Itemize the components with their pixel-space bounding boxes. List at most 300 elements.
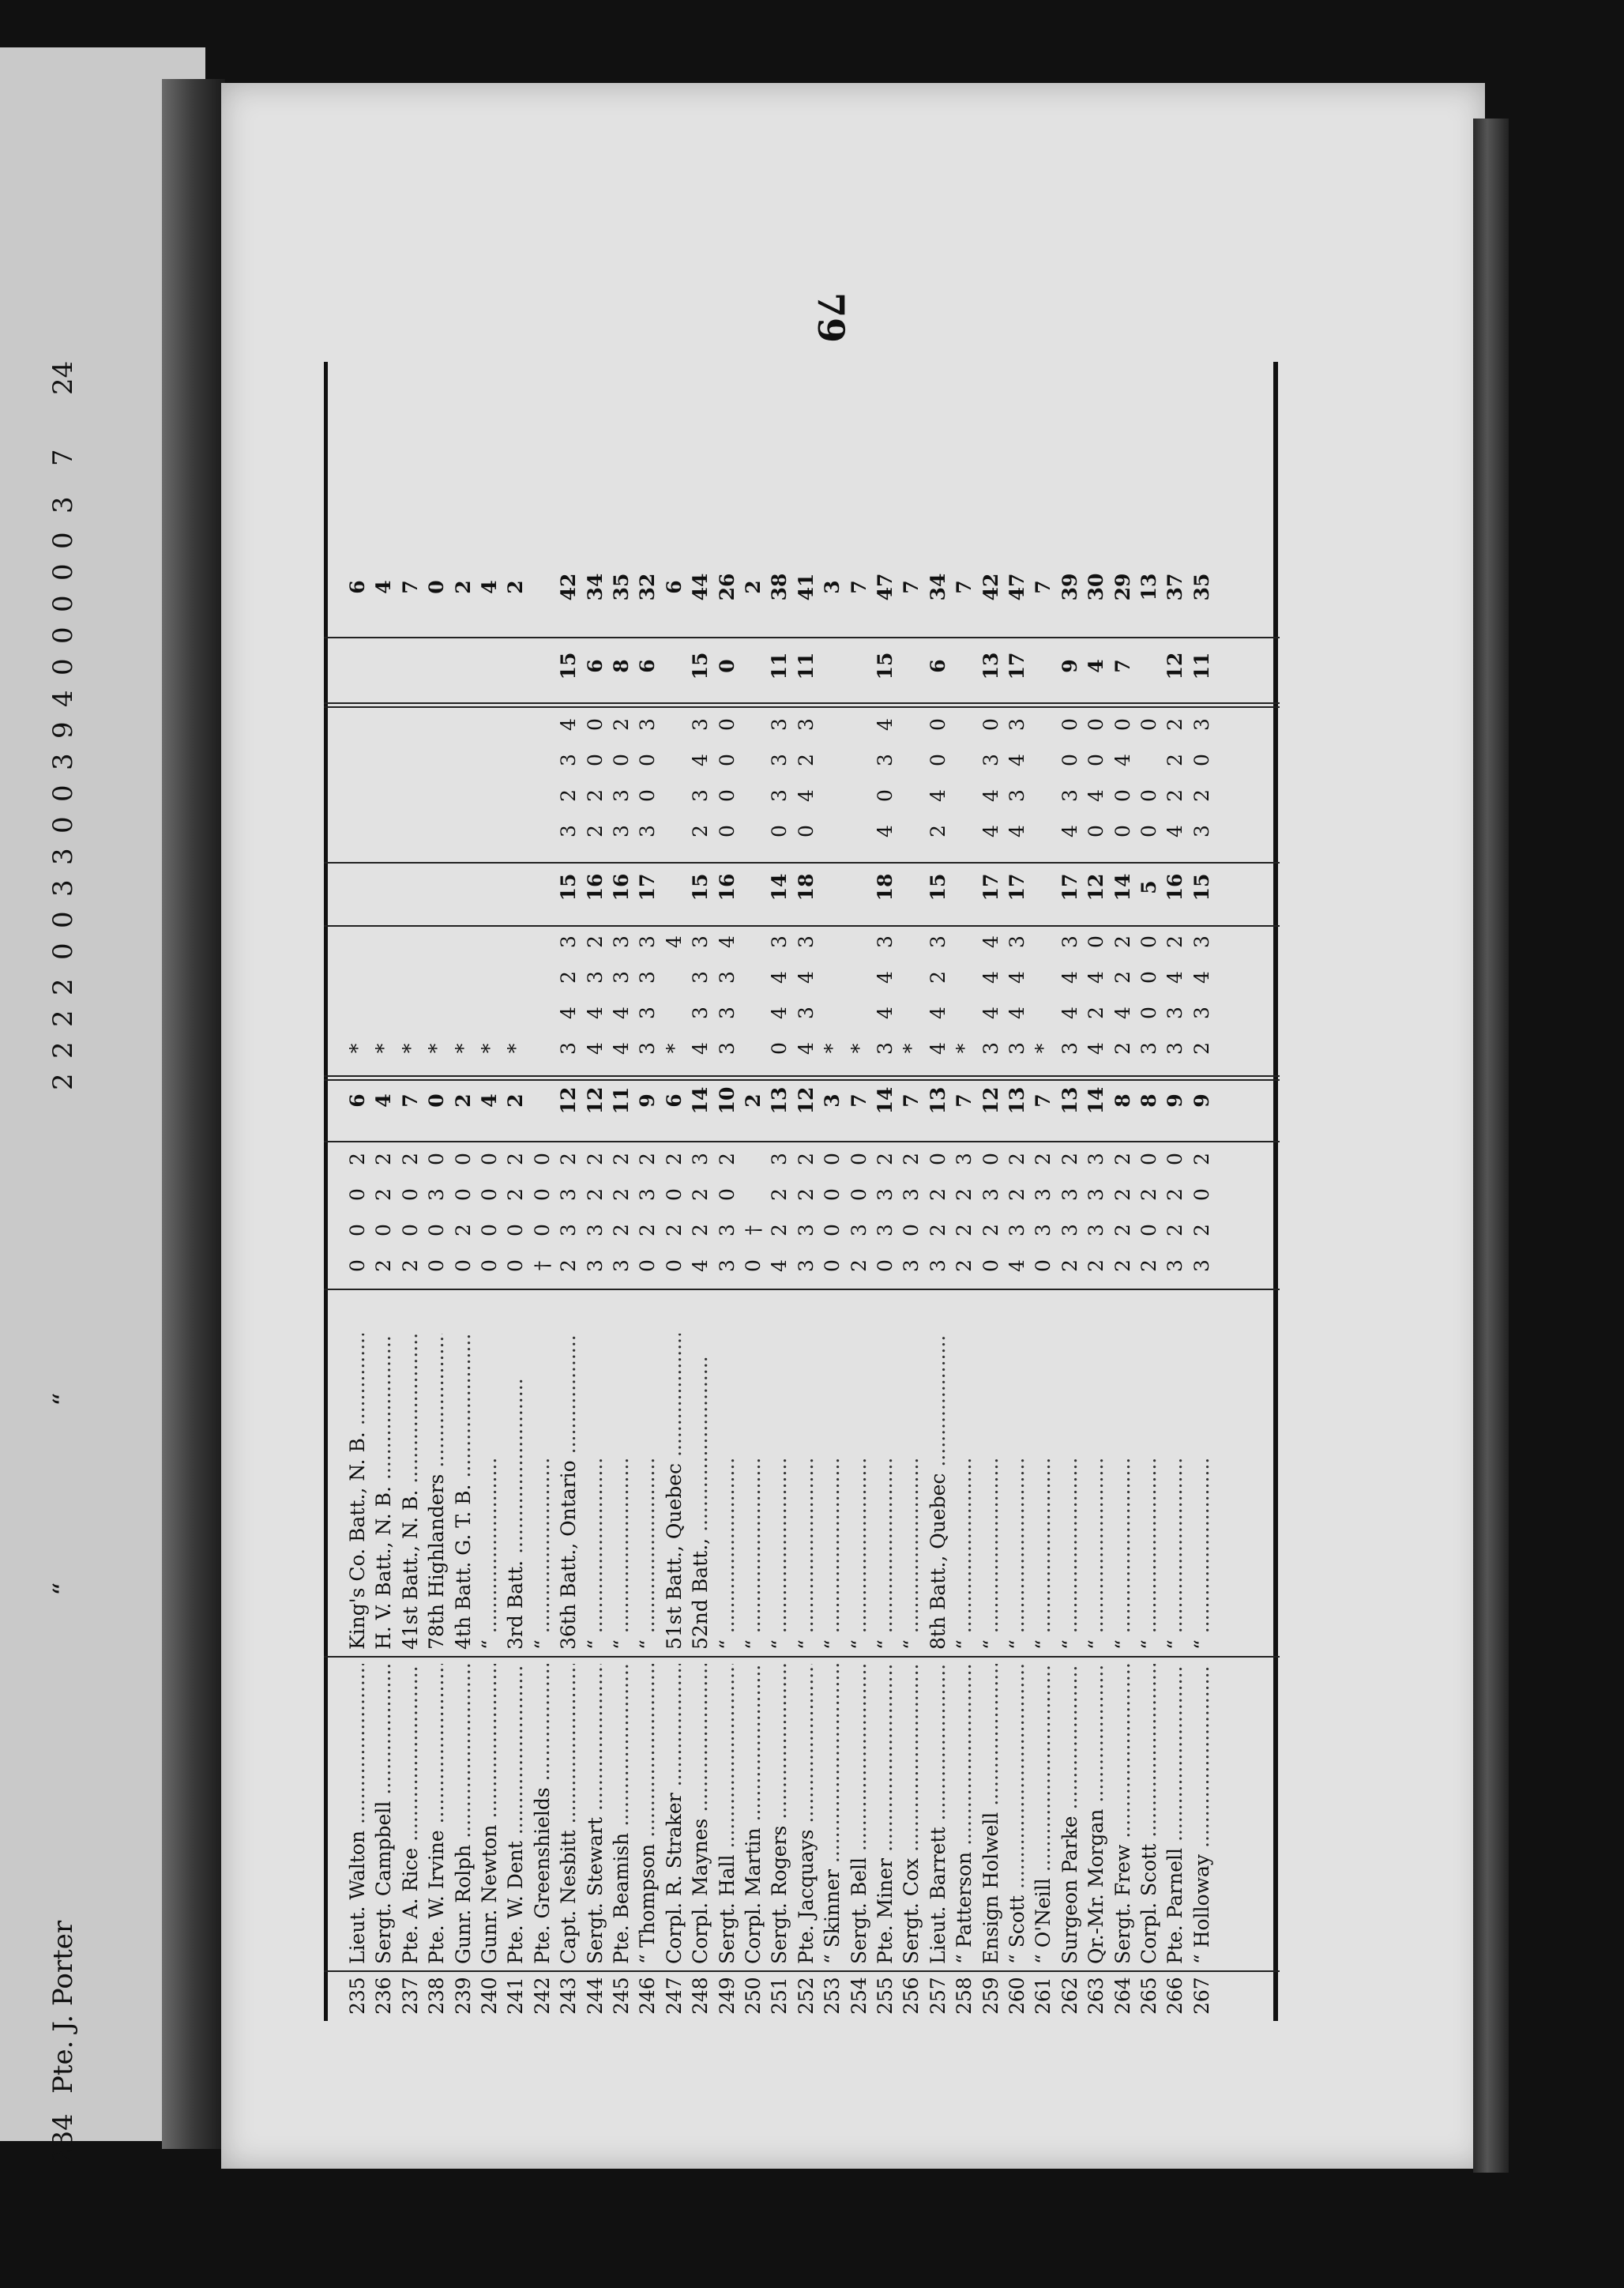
score-cell: 3: [636, 935, 660, 948]
grand-total-cell: 7: [1032, 580, 1055, 594]
score-cell: 2: [1111, 1153, 1134, 1165]
row-number: 264: [1111, 1977, 1134, 2015]
row-number: 255: [874, 1977, 897, 2015]
score-cell: 3: [1058, 1188, 1081, 1201]
subtotal-cell: 16: [610, 873, 633, 901]
corps-name: “ .....: [874, 1334, 897, 1650]
table-row: [1111, 362, 1135, 2021]
competitor-name: Ensign Holwell .....: [979, 1664, 1003, 1964]
subtotal-cell: 6: [662, 1093, 686, 1108]
fragment-score: 0: [47, 911, 79, 928]
corps-name: H. V. Batt., N. B. .....: [372, 1334, 396, 1650]
score-cell: 0: [821, 1153, 844, 1165]
row-number: 248: [689, 1977, 712, 2015]
score-cell: 0: [1111, 789, 1134, 802]
score-cell: †: [530, 1260, 554, 1271]
score-cell: 4: [1006, 1259, 1028, 1272]
score-cell: 4: [583, 1042, 607, 1055]
grand-total-cell: 7: [900, 580, 923, 594]
score-cell: 4: [794, 789, 818, 802]
table-row: [1085, 362, 1108, 2021]
competitor-name: Gunr. Newton .....: [478, 1664, 502, 1964]
score-cell: 0: [1111, 825, 1134, 837]
score-cell: 2: [794, 1188, 818, 1201]
score-cell: 4: [689, 754, 712, 766]
score-cell: 3: [794, 1224, 818, 1236]
corps-name: “ .....: [1137, 1334, 1161, 1650]
score-cell: †: [742, 1225, 765, 1236]
corps-name: “ .....: [795, 1334, 818, 1650]
score-cell: 3: [953, 1153, 976, 1165]
subtotal-cell: 11: [610, 1086, 633, 1115]
subtotal-cell: 15: [557, 652, 581, 680]
score-cell: 0: [346, 1224, 369, 1236]
score-cell: 0: [1137, 1153, 1160, 1165]
competitor-name: “ O'Neill .....: [1032, 1664, 1055, 1964]
score-cell: 3: [768, 789, 791, 802]
score-cell: 4: [794, 1042, 818, 1055]
score-cell: 2: [398, 1259, 422, 1272]
score-cell: 0: [530, 1224, 554, 1236]
score-cell: 3: [1190, 718, 1213, 731]
row-number: 240: [478, 1977, 501, 2015]
corps-name: “ .....: [636, 1334, 660, 1650]
grand-total-cell: 35: [610, 573, 633, 601]
score-cell: 3: [926, 935, 949, 948]
fragment-score: 0: [47, 816, 79, 834]
score-cell: 0: [398, 1188, 422, 1201]
subtotal-cell: 2: [451, 1093, 475, 1108]
score-cell: 3: [1006, 789, 1028, 802]
score-cell: 0: [1085, 718, 1108, 731]
table-row: [372, 362, 396, 2021]
subtotal-cell: 4: [372, 1093, 396, 1108]
row-number: 237: [398, 1977, 422, 2015]
score-cell: *: [451, 1043, 475, 1054]
subtotal-cell: 6: [583, 659, 607, 673]
score-cell: 0: [847, 1153, 870, 1165]
subtotal-cell: 6: [926, 659, 949, 673]
score-cell: 3: [1032, 1188, 1055, 1201]
score-table: [324, 362, 1280, 2021]
score-cell: 3: [874, 754, 897, 766]
table-row: [1032, 362, 1055, 2021]
score-cell: 4: [768, 971, 791, 984]
fragment-score: 3: [47, 848, 79, 865]
score-cell: 3: [794, 935, 818, 948]
table-row: [663, 362, 686, 2021]
competitor-name: Pte. W. Irvine .....: [425, 1664, 449, 1964]
score-cell: 3: [636, 1042, 660, 1055]
score-cell: 2: [504, 1153, 528, 1165]
score-cell: 3: [1006, 935, 1028, 948]
score-cell: *: [504, 1043, 528, 1054]
score-cell: 2: [1190, 1153, 1213, 1165]
score-cell: 3: [610, 789, 633, 802]
score-cell: 3: [1058, 1042, 1081, 1055]
corps-name: 36th Batt., Ontario .....: [557, 1334, 581, 1650]
score-cell: 3: [794, 718, 818, 731]
corps-name: “ .....: [531, 1334, 554, 1650]
score-cell: 3: [715, 1007, 739, 1019]
score-cell: 2: [689, 825, 712, 837]
grand-total-cell: 30: [1085, 573, 1108, 601]
score-cell: 2: [926, 1188, 949, 1201]
score-cell: 2: [636, 1224, 660, 1236]
fragment-score: 2: [47, 1041, 79, 1059]
score-cell: 2: [1163, 1224, 1187, 1236]
competitor-name: Corpl. R. Straker .....: [663, 1664, 686, 1964]
subtotal-cell: 7: [1111, 659, 1134, 673]
score-cell: 4: [1085, 971, 1108, 984]
score-cell: 3: [874, 1224, 897, 1236]
row-number: 245: [610, 1977, 633, 2015]
score-cell: 0: [979, 1259, 1002, 1272]
row-number: 266: [1163, 1977, 1187, 2015]
score-cell: 3: [689, 789, 712, 802]
subtotal-cell: 5: [1137, 880, 1160, 894]
table-row: [452, 362, 476, 2021]
score-cell: 4: [1006, 825, 1028, 837]
corps-name: “ .....: [1032, 1334, 1055, 1650]
fragment-score: 0: [47, 943, 79, 960]
score-cell: 2: [926, 1224, 949, 1236]
subtotal-cell: 13: [979, 652, 1002, 680]
row-number: 244: [583, 1977, 607, 2015]
grand-total-cell: 2: [451, 580, 475, 594]
score-cell: 2: [1058, 1153, 1081, 1165]
table-row: [636, 362, 660, 2021]
fragment-score: 3: [47, 753, 79, 770]
grand-total-cell: 37: [1163, 573, 1187, 601]
score-cell: 0: [1190, 754, 1213, 766]
grand-total-cell: 39: [1058, 573, 1081, 601]
table-row: [689, 362, 712, 2021]
score-cell: *: [900, 1043, 923, 1054]
subtotal-cell: 16: [715, 873, 739, 901]
score-cell: 2: [451, 1224, 475, 1236]
row-number: 243: [557, 1977, 581, 2015]
score-cell: 0: [1058, 718, 1081, 731]
score-cell: 3: [557, 754, 581, 766]
table-row: [742, 362, 765, 2021]
subtotal-cell: 15: [689, 873, 712, 901]
table-row: [557, 362, 581, 2021]
table-row: [531, 362, 554, 2021]
grand-total-cell: 6: [346, 580, 369, 594]
table-row: [346, 362, 370, 2021]
score-cell: 0: [821, 1259, 844, 1272]
subtotal-cell: 2: [504, 1093, 528, 1108]
score-cell: 4: [1085, 789, 1108, 802]
score-cell: 2: [794, 1153, 818, 1165]
score-cell: 0: [478, 1259, 501, 1272]
score-cell: 0: [768, 1042, 791, 1055]
fragment-score: 0: [47, 532, 79, 549]
score-cell: 3: [689, 718, 712, 731]
competitor-name: Pte. Jacquays .....: [795, 1664, 818, 1964]
score-cell: 3: [1163, 1259, 1187, 1272]
score-cell: 4: [689, 1259, 712, 1272]
corps-name: “ .....: [953, 1334, 976, 1650]
corps-name: “ .....: [716, 1334, 739, 1650]
score-cell: 3: [689, 1153, 712, 1165]
score-cell: 2: [794, 754, 818, 766]
score-cell: 3: [1085, 1153, 1108, 1165]
subtotal-cell: 15: [557, 873, 581, 901]
score-cell: 2: [768, 1224, 791, 1236]
score-cell: 3: [557, 1224, 581, 1236]
grand-total-cell: 4: [372, 580, 396, 594]
row-number: 251: [768, 1977, 791, 2015]
score-cell: 2: [1163, 1188, 1187, 1201]
row-number: 239: [451, 1977, 475, 2015]
score-cell: 3: [610, 1259, 633, 1272]
grand-total-cell: 35: [1190, 573, 1213, 601]
score-cell: 3: [583, 1259, 607, 1272]
corps-name: “ .....: [478, 1334, 502, 1650]
score-cell: 0: [346, 1188, 369, 1201]
score-cell: 4: [979, 935, 1002, 948]
subtotal-cell: 14: [1085, 1086, 1108, 1115]
score-cell: *: [478, 1043, 501, 1054]
competitor-name: Pte. Miner .....: [874, 1664, 897, 1964]
fragment-row-number: 234: [47, 2113, 79, 2165]
score-cell: 0: [1137, 825, 1160, 837]
score-cell: 3: [636, 971, 660, 984]
score-cell: 0: [1085, 935, 1108, 948]
table-row: [979, 362, 1003, 2021]
grand-total-cell: 47: [874, 573, 897, 601]
score-cell: 2: [1111, 1042, 1134, 1055]
score-cell: 2: [953, 1259, 976, 1272]
subtotal-cell: 17: [1006, 652, 1028, 680]
subtotal-cell: 15: [689, 652, 712, 680]
score-cell: *: [821, 1043, 844, 1054]
corps-name: 8th Batt., Quebec .....: [927, 1334, 950, 1650]
score-cell: 2: [900, 1153, 923, 1165]
score-cell: 3: [1085, 1224, 1108, 1236]
grand-total-cell: 34: [926, 573, 949, 601]
subtotal-cell: 0: [425, 1093, 449, 1108]
subtotal-cell: 17: [636, 873, 660, 901]
fragment-score: 2: [47, 1010, 79, 1027]
score-cell: 0: [742, 1259, 765, 1272]
row-number: 260: [1006, 1977, 1028, 2015]
score-cell: 3: [610, 971, 633, 984]
competitor-name: Pte. Beamish .....: [610, 1664, 633, 1964]
table-row: [399, 362, 423, 2021]
grand-total-cell: 6: [662, 580, 686, 594]
score-cell: 2: [926, 971, 949, 984]
score-cell: 2: [398, 1153, 422, 1165]
score-cell: 0: [874, 1259, 897, 1272]
score-cell: 4: [874, 971, 897, 984]
score-cell: 0: [478, 1188, 501, 1201]
subtotal-cell: 8: [1111, 1093, 1134, 1108]
score-cell: 3: [979, 1188, 1002, 1201]
row-number: 241: [504, 1977, 528, 2015]
subtotal-cell: 17: [1006, 873, 1028, 901]
score-cell: 0: [451, 1153, 475, 1165]
score-cell: 3: [636, 1007, 660, 1019]
score-cell: 0: [926, 1153, 949, 1165]
subtotal-cell: 11: [1190, 652, 1213, 680]
score-cell: 4: [1190, 971, 1213, 984]
score-cell: 4: [1111, 1007, 1134, 1019]
score-cell: 2: [504, 1188, 528, 1201]
subtotal-cell: 16: [1163, 873, 1187, 901]
score-cell: 0: [715, 789, 739, 802]
score-cell: 3: [1190, 935, 1213, 948]
subtotal-cell: 7: [953, 1093, 976, 1108]
fragment-score: 3: [47, 496, 79, 514]
competitor-name: Sergt. Rogers .....: [768, 1664, 791, 1964]
score-cell: 2: [689, 1188, 712, 1201]
score-cell: 2: [610, 1153, 633, 1165]
score-cell: 2: [1111, 1259, 1134, 1272]
score-cell: 3: [610, 825, 633, 837]
score-cell: 0: [979, 718, 1002, 731]
table-row: [1190, 362, 1214, 2021]
score-cell: 3: [768, 1153, 791, 1165]
fragment-corps: “: [47, 1392, 79, 1406]
score-cell: 0: [662, 1259, 686, 1272]
grand-total-cell: 0: [425, 580, 449, 594]
grand-total-cell: 2: [742, 580, 765, 594]
book-gutter: [162, 79, 225, 2149]
subtotal-cell: 9: [1163, 1093, 1187, 1108]
score-cell: *: [425, 1043, 449, 1054]
score-cell: 4: [610, 1042, 633, 1055]
corps-name: 41st Batt., N. B. .....: [399, 1334, 423, 1650]
score-cell: 0: [504, 1259, 528, 1272]
score-cell: 4: [1058, 971, 1081, 984]
score-cell: 3: [1058, 1224, 1081, 1236]
corps-name: 52nd Batt., .....: [689, 1334, 712, 1650]
score-cell: 2: [583, 825, 607, 837]
score-cell: 2: [874, 1153, 897, 1165]
row-number: 247: [662, 1977, 686, 2015]
score-cell: 0: [1085, 825, 1108, 837]
fragment-score: 2: [47, 1073, 79, 1090]
subtotal-cell: 12: [583, 1086, 607, 1115]
competitor-name: “ Skinner .....: [821, 1664, 844, 1964]
grand-total-cell: 29: [1111, 573, 1134, 601]
score-cell: 4: [662, 935, 686, 948]
grand-total-cell: 26: [715, 573, 739, 601]
score-cell: 2: [1190, 1042, 1213, 1055]
score-cell: 0: [768, 825, 791, 837]
score-cell: 3: [979, 1042, 1002, 1055]
competitor-name: Sergt. Frew .....: [1111, 1664, 1135, 1964]
score-cell: 0: [715, 1188, 739, 1201]
score-cell: 4: [715, 935, 739, 948]
table-row: [716, 362, 739, 2021]
score-cell: 0: [874, 789, 897, 802]
score-cell: 2: [1111, 1188, 1134, 1201]
score-cell: 0: [847, 1188, 870, 1201]
fragment-score: 4: [47, 690, 79, 707]
corps-name: “ .....: [768, 1334, 791, 1650]
score-cell: 4: [1058, 825, 1081, 837]
fragment-total: 24: [47, 360, 79, 395]
score-cell: 0: [979, 1153, 1002, 1165]
corps-name: “ .....: [742, 1334, 765, 1650]
score-cell: 0: [636, 1259, 660, 1272]
row-number: 263: [1085, 1977, 1108, 2015]
fragment-score: 3: [47, 879, 79, 897]
grand-total-cell: 47: [1006, 573, 1028, 601]
score-cell: 0: [478, 1153, 501, 1165]
score-cell: 2: [557, 1259, 581, 1272]
score-cell: 3: [557, 825, 581, 837]
score-cell: 3: [1163, 1042, 1187, 1055]
score-cell: 0: [1058, 754, 1081, 766]
subtotal-cell: 15: [874, 652, 897, 680]
score-cell: 0: [530, 1153, 554, 1165]
row-number: 256: [900, 1977, 923, 2015]
score-cell: 2: [689, 1224, 712, 1236]
score-cell: 0: [478, 1224, 501, 1236]
page-edge: [1473, 119, 1509, 2173]
corps-name: 4th Batt. G. T. B. .....: [452, 1334, 476, 1650]
score-cell: 0: [636, 754, 660, 766]
row-number: 242: [530, 1977, 554, 2015]
subtotal-cell: 12: [1163, 652, 1187, 680]
score-cell: 2: [1163, 789, 1187, 802]
score-cell: 2: [953, 1224, 976, 1236]
score-cell: 3: [1006, 718, 1028, 731]
score-cell: 4: [1163, 825, 1187, 837]
competitor-name: Lieut. Walton .....: [346, 1664, 370, 1964]
fragment-name: Pte. J. Porter: [47, 1920, 79, 2094]
row-number: 250: [742, 1977, 765, 2015]
subtotal-cell: 4: [478, 1093, 501, 1108]
score-cell: *: [662, 1043, 686, 1054]
row-number: 235: [346, 1977, 369, 2015]
subtotal-cell: 18: [794, 873, 818, 901]
score-cell: 0: [425, 1224, 449, 1236]
score-cell: 0: [1137, 789, 1160, 802]
score-cell: 3: [557, 935, 581, 948]
corps-name: “ .....: [979, 1334, 1003, 1650]
score-cell: 4: [1085, 1042, 1108, 1055]
table-row: [1163, 362, 1187, 2021]
score-cell: 3: [689, 935, 712, 948]
subtotal-cell: 18: [874, 873, 897, 901]
subtotal-cell: 8: [1137, 1093, 1160, 1108]
subtotal-cell: 12: [794, 1086, 818, 1115]
competitor-name: “ Patterson .....: [953, 1664, 976, 1964]
subtotal-cell: 7: [1032, 1093, 1055, 1108]
score-cell: 2: [1163, 935, 1187, 948]
table-row: [874, 362, 897, 2021]
competitor-name: Pte. Parnell .....: [1163, 1664, 1187, 1964]
score-cell: 3: [1085, 1188, 1108, 1201]
subtotal-cell: 13: [768, 1086, 791, 1115]
score-cell: 4: [874, 718, 897, 731]
score-cell: 0: [583, 754, 607, 766]
score-cell: 3: [847, 1224, 870, 1236]
score-cell: 0: [1032, 1259, 1055, 1272]
table-row: [610, 362, 633, 2021]
fragment-corps: “: [47, 1582, 79, 1596]
score-cell: 3: [557, 1188, 581, 1201]
subtotal-cell: 2: [742, 1093, 765, 1108]
table-row: [425, 362, 449, 2021]
score-cell: 3: [900, 1259, 923, 1272]
